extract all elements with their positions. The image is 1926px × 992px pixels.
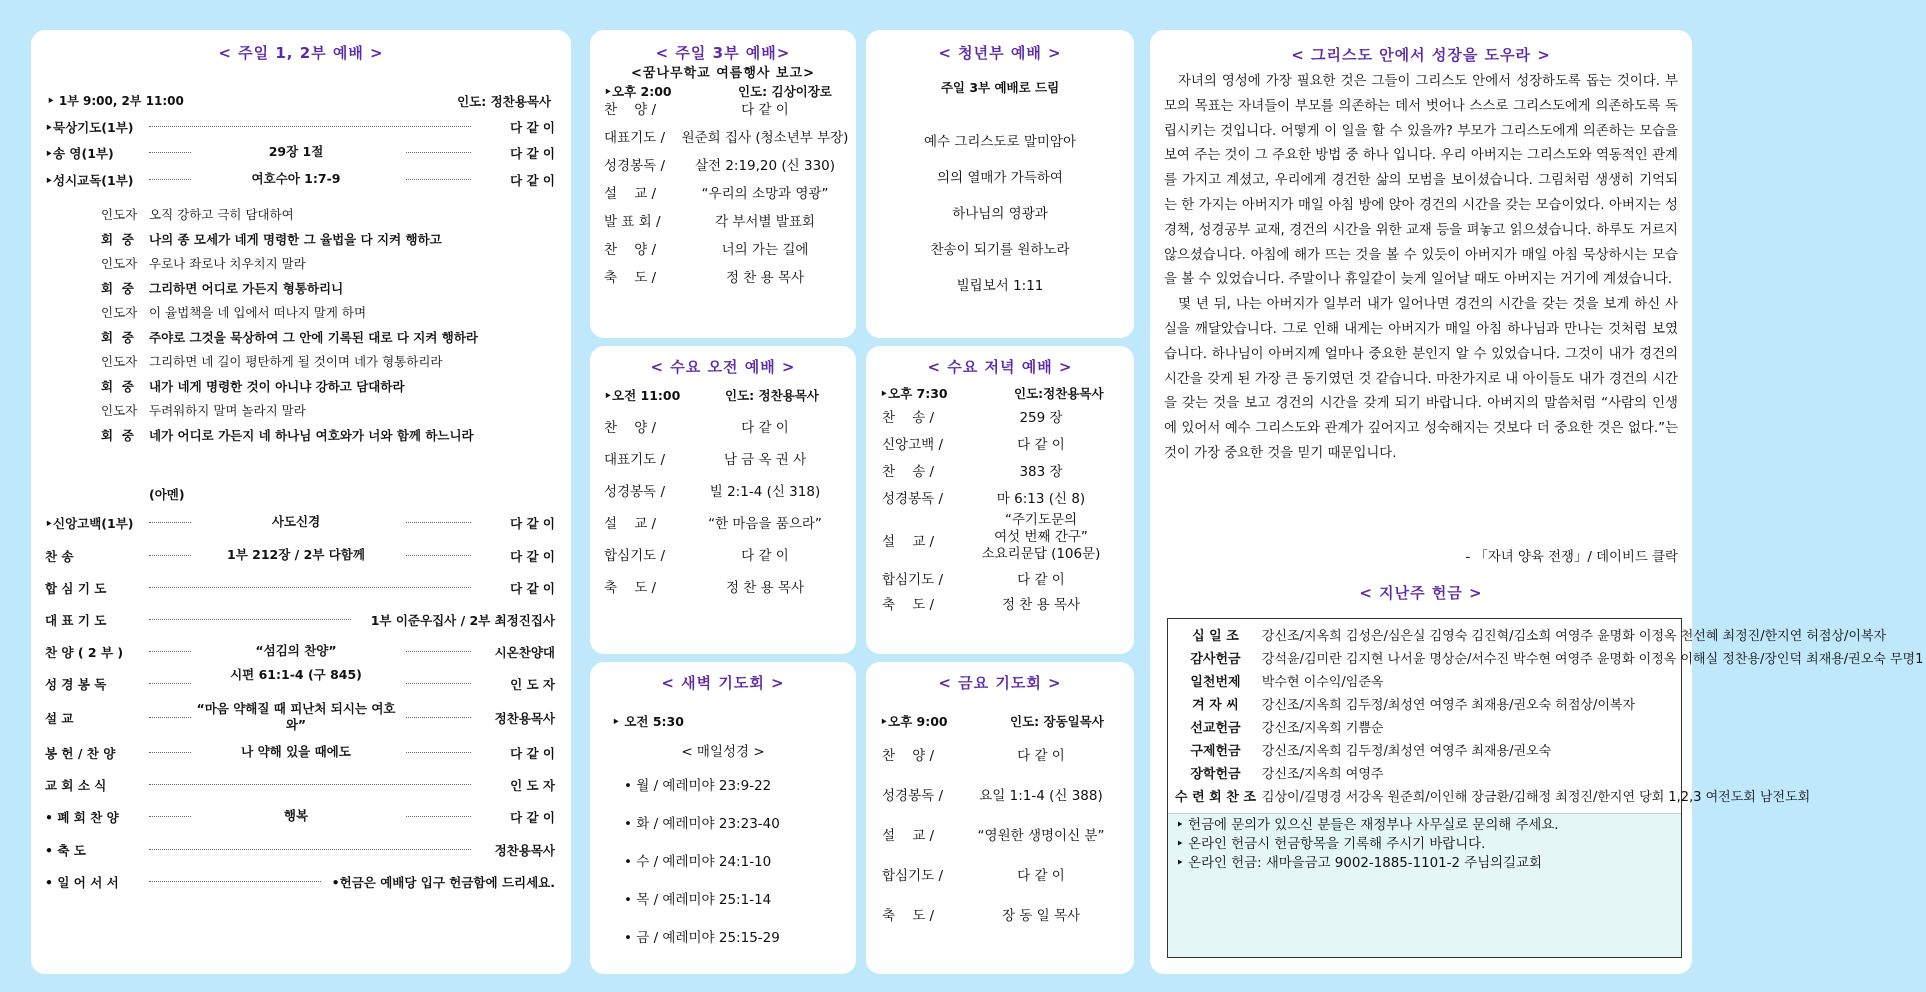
- dotted-leader: [406, 522, 471, 523]
- item-label: 축 도 /: [882, 908, 935, 924]
- item-label: 설 교 /: [604, 516, 657, 532]
- dotted-leader: [149, 881, 321, 882]
- order-row: [31, 873, 571, 893]
- item-value: 요일 1:1-4 (신 388): [979, 788, 1103, 804]
- offering-table: [1172, 625, 1926, 809]
- offering-list-area: [1168, 619, 1924, 814]
- dotted-leader: [406, 179, 471, 180]
- order-row: [31, 144, 571, 164]
- dotted-leader: [406, 752, 471, 753]
- article-paragraph-1: 자녀의 영성에 가장 필요한 것은 그들이 그리스도 안에서 성장하도록 돕는 것이다. 부모의 목표는 자녀들이 부모를 의존하는 데서 벗어나 스스로 그리스도에게 의존하도록 독립시키는 것입니다. 어떻게 이 일을 할 수 있을까? 부모가 그리스도에게 의존하는 모습을 보여 주는 것이 그 주요한 방법 중 하나 입니다. 우리 아버지는 그리스도와 역동적인 관계를 가지고 계셨고, 우리에게 경건한 삶의 모범을 보이셨습니다. 그림처럼 생생히 기억되는 한 가지는 아버지가 매일 아침 방에 앉아 경건의 시간을 갖는 모습이었다. 아버지는 성경책, 성경공부 교재, 경건의 시간을 위한 교재 등을 펴놓고 읽으셨습니다. 하루도 거르지 않으셨습니다. 아침에 해가 뜨는 것을 볼 수 있듯이 아버지가 매일 아침 묵상하시는 모습을 볼 수 있었습니다. 주말이나 휴일같이 늦게 일어날 때도 아버지는 거기에 계셨습니다.: [1164, 74, 1678, 288]
- dotted-leader: [406, 555, 471, 556]
- offering-category: 일천번제: [1190, 675, 1241, 690]
- verse-line: 하나님의 영광과: [952, 206, 1048, 222]
- order-performer: 인 도 자: [510, 677, 555, 692]
- dotted-leader: [149, 179, 191, 180]
- offering-category: 수 련 회 찬 조: [1175, 790, 1256, 805]
- order-performer: 정찬용목사: [494, 711, 555, 726]
- item-value: 다 같 이: [1017, 437, 1065, 453]
- order-content: 나 약해 있을 때에도: [241, 744, 351, 759]
- reading-role: 회 중: [101, 378, 134, 394]
- service-leader: 인도: 장동일목사: [1010, 714, 1104, 729]
- order-performer: 다 같 이: [510, 146, 555, 161]
- item-label: 신앙고백 /: [882, 437, 944, 453]
- order-label: 합 심 기 도: [45, 581, 107, 596]
- order-performer: 1부 이준우집사 / 2부 최정진집사: [370, 613, 555, 628]
- reading-text: 두려워하지 말며 놀라지 말라: [149, 403, 306, 418]
- order-content: “마음 약해질 때 피난처 되시는 여호와”: [196, 701, 396, 732]
- order-row: [31, 118, 571, 138]
- item-label: 축 도 /: [882, 597, 935, 613]
- item-label: 대표기도 /: [604, 452, 666, 468]
- dotted-leader: [149, 555, 191, 556]
- order-performer: 다 같 이: [510, 810, 555, 825]
- item-value: 남 금 옥 권 사: [723, 452, 807, 468]
- order-label: 찬 양 ( 2 부 ): [45, 645, 124, 660]
- order-label: 설 교: [45, 711, 74, 726]
- offering-row: [1172, 694, 1926, 717]
- order-content: 시편 61:1-4 (구 845): [230, 667, 362, 682]
- offering-names: 강석윤/김미란 김지현 나서윤 명상순/서수진 박수현 여영주 윤명화 이정옥 이해실 정찬용/장인덕 최재용/권오숙 무명1: [1261, 652, 1924, 667]
- offering-note: ‣ 온라인 헌금시 헌금항목을 기록해 주시기 바랍니다.: [1176, 837, 1486, 852]
- order-row: [31, 643, 571, 663]
- offering-category: 겨 자 씨: [1192, 698, 1239, 713]
- item-label: 대표기도 /: [604, 130, 666, 146]
- panel-wednesday-morning: [590, 346, 856, 654]
- service-time: ‣ 오전 5:30: [612, 714, 684, 729]
- reading-text: 주야로 그것을 묵상하여 그 안에 기록된 대로 다 지켜 행하라: [149, 329, 478, 345]
- item-value: 장 동 일 목사: [1001, 908, 1081, 924]
- offering-category: 선교헌금: [1190, 721, 1241, 736]
- service-leader: 인도: 정찬용목사: [725, 388, 819, 403]
- order-row: [31, 808, 571, 828]
- order-label: ‣묵상기도(1부): [45, 120, 134, 135]
- order-performer: 다 같 이: [510, 173, 555, 188]
- article-body: [1164, 70, 1678, 467]
- verse-line: 예수 그리스도로 말미암아: [923, 134, 1077, 150]
- verse-line: 의의 열매가 가득하여: [937, 170, 1063, 186]
- item-value: 다 같 이: [1017, 572, 1065, 588]
- bible-plan-label: < 매일성경 >: [681, 744, 765, 760]
- dotted-leader: [149, 152, 191, 153]
- order-label: 성 경 봉 독: [45, 677, 107, 692]
- dotted-leader: [406, 816, 471, 817]
- item-value: 너의 가는 길에: [721, 242, 809, 258]
- dotted-leader: [406, 717, 471, 718]
- offering-category: 십 일 조: [1192, 629, 1239, 644]
- offering-row: [1172, 671, 1926, 694]
- item-value: 마 6:13 (신 8): [996, 491, 1086, 507]
- offering-row: [1172, 717, 1926, 740]
- order-row: [31, 611, 571, 631]
- offering-row: [1172, 625, 1926, 648]
- dotted-leader: [149, 587, 471, 588]
- day-item: • 목 / 예레미야 25:1-14: [624, 892, 772, 908]
- service-time: ‣ 1부 9:00, 2부 11:00: [47, 94, 184, 108]
- panel-title: < 새벽 기도회 >: [661, 674, 785, 692]
- reading-role: 인도자: [101, 305, 138, 320]
- reading-text: 네가 어디로 가든지 네 하나님 여호와가 너와 함께 하느니라: [149, 427, 474, 443]
- item-value: “한 마음을 품으라”: [708, 516, 822, 532]
- dotted-leader: [149, 683, 191, 684]
- item-value: 빌 2:1-4 (신 318): [709, 484, 821, 500]
- order-label: ‣신앙고백(1부): [45, 516, 134, 531]
- article-source: - 「자녀 양육 전쟁」/ 데이비드 클락: [1465, 550, 1678, 565]
- order-row: [31, 514, 571, 534]
- item-label: 합심기도 /: [882, 868, 944, 884]
- item-label: 성경봉독 /: [882, 491, 944, 507]
- reading-role: 인도자: [101, 207, 138, 222]
- item-label: 찬 양 /: [604, 102, 657, 118]
- order-row: [31, 171, 571, 191]
- order-label: • 폐 회 찬 양: [45, 810, 119, 825]
- sermon-line: “주기도문의: [1004, 512, 1078, 528]
- day-item: • 화 / 예레미야 23:23-40: [624, 816, 780, 832]
- offering-box: [1167, 618, 1924, 958]
- order-content: 행복: [283, 808, 309, 823]
- reading-role: 인도자: [101, 256, 138, 271]
- reading-text: 그리하면 네 길이 평탄하게 될 것이며 네가 형통하리라: [149, 354, 443, 369]
- order-label: 찬 송: [45, 549, 74, 564]
- reading-text: 우로나 좌로나 치우치지 말라: [149, 256, 306, 271]
- offering-row: [1172, 740, 1926, 763]
- dotted-leader: [406, 683, 471, 684]
- item-value: 다 같 이: [1017, 748, 1065, 764]
- order-performer: 다 같 이: [510, 120, 555, 135]
- order-content: 사도신경: [271, 514, 321, 529]
- offering-names: 강신조/지옥희 김두정/최성연 여영주 최재용/권오숙 허점상/이복자: [1261, 698, 1636, 713]
- order-label: • 축 도: [45, 843, 86, 858]
- article-title: < 그리스도 안에서 성장을 도우라 >: [1291, 46, 1551, 64]
- dotted-leader: [149, 784, 471, 785]
- reading-text: 나의 종 모세가 네게 명령한 그 율법을 다 지켜 행하고: [149, 231, 442, 247]
- item-label: 성경봉독 /: [882, 788, 944, 804]
- item-label: 찬 양 /: [604, 242, 657, 258]
- order-performer: 다 같 이: [510, 549, 555, 564]
- order-label: 봉 헌 / 찬 양: [45, 746, 116, 761]
- offering-title: < 지난주 헌금 >: [1359, 584, 1483, 602]
- item-label: 설 교 /: [882, 828, 935, 844]
- item-value: 정 찬 용 목사: [1001, 597, 1081, 613]
- item-value: 다 같 이: [741, 102, 789, 118]
- item-label: 축 도 /: [604, 580, 657, 596]
- offering-category: 장학헌금: [1190, 767, 1241, 782]
- sermon-line: 여섯 번째 간구”: [994, 529, 1088, 545]
- offering-names: 강신조/지옥희 김성은/심은실 김영숙 김진혁/김소희 여영주 윤명화 이정옥 천선혜 최정진/한지연 허점상/이복자: [1261, 629, 1887, 644]
- offering-note: ‣ 헌금에 문의가 있으신 분들은 재정부나 사무실로 문의해 주세요.: [1176, 818, 1559, 833]
- item-label: 찬 양 /: [882, 748, 935, 764]
- offering-notes: [1168, 814, 1681, 875]
- offering-names: 박수현 이수익/임준옥: [1261, 675, 1384, 690]
- item-label: 찬 송 /: [882, 410, 935, 426]
- panel-title: < 수요 오전 예배 >: [650, 358, 796, 376]
- item-value: 각 부서별 발표회: [715, 214, 815, 230]
- item-label: 찬 양 /: [604, 420, 657, 436]
- service-leader: 인도: 정찬용목사: [457, 94, 551, 109]
- offering-names: 김상이/길명경 서강옥 원준희/이인해 장금환/김해정 최정진/한지연 당회 1,2,3 여전도회 남전도회: [1261, 790, 1811, 805]
- reading-text: 이 율법책을 네 입에서 떠나지 말게 하며: [149, 305, 367, 320]
- reading-role: 회 중: [101, 280, 134, 296]
- dotted-leader: [149, 126, 471, 127]
- item-value: “영원한 생명이신 분”: [977, 828, 1105, 844]
- service-time: ‣오후 2:00: [604, 84, 672, 99]
- reading-role: 회 중: [101, 231, 134, 247]
- offering-names: 강신조/지옥희 김두정/최성연 여영주 최재용/권오숙: [1261, 744, 1552, 759]
- order-label: • 일 어 서 서: [45, 875, 119, 890]
- order-content: 여호수아 1:7-9: [251, 171, 341, 186]
- order-performer: 정찬용목사: [494, 843, 555, 858]
- reading-role: 인도자: [101, 403, 138, 418]
- item-value: 383 장: [1019, 464, 1063, 480]
- panel-title: < 금요 기도회 >: [938, 674, 1062, 692]
- panel-dawn-prayer: [590, 662, 856, 974]
- verse-line: 찬송이 되기를 원하노라: [930, 242, 1070, 258]
- day-item: • 월 / 예레미야 23:9-22: [624, 778, 772, 794]
- panel-wednesday-evening: [866, 346, 1134, 654]
- dotted-leader: [149, 752, 191, 753]
- order-performer: •헌금은 예배당 입구 헌금함에 드리세요.: [331, 875, 555, 890]
- item-value: 259 장: [1019, 410, 1063, 426]
- order-row: [31, 547, 571, 567]
- amen-text: (아멘): [149, 487, 185, 502]
- dotted-leader: [149, 717, 191, 718]
- reading-role: 회 중: [101, 427, 134, 443]
- item-value: 다 같 이: [741, 420, 789, 436]
- offering-category: 감사헌금: [1190, 652, 1241, 667]
- dotted-leader: [406, 651, 471, 652]
- article-paragraph-2: 몇 년 뒤, 나는 아버지가 일부러 내가 일어나면 경건의 시간을 갖는 것을 보게 하신 사실을 깨달았습니다. 그로 인해 내게는 아버지가 매일 아침 하나님과 만나는 것처럼 보였습니다. 하나님이 아버지께 얼마나 중요한 분인지 알 수 있었습니다. 그것이 내가 경건의 시간을 갖게 된 가장 큰 동기였던 것 같습니다. 마찬가지로 내 아이들도 내가 경건의 시간을 갖는 것을 보고 경건의 시간을 갖게 되기 바랍니다. 아버지의 말씀처럼 “사람의 인생에 있어서 예수 그리스도와 관계가 깊어지고 성숙해지는 것보다 더 중요한 것은 없다.”는 것이 가장 중요한 것을 믿기 때문입니다.: [1164, 297, 1678, 461]
- order-performer: 다 같 이: [510, 581, 555, 596]
- panel-youth-service: [866, 30, 1134, 338]
- day-item: • 수 / 예레미야 24:1-10: [624, 854, 772, 870]
- order-label: 대 표 기 도: [45, 613, 107, 628]
- service-leader: 인도:정찬용목사: [1014, 386, 1104, 401]
- reading-role: 인도자: [101, 354, 138, 369]
- order-performer: 인 도 자: [510, 778, 555, 793]
- dotted-leader: [406, 152, 471, 153]
- order-content: “섬김의 찬양”: [255, 643, 337, 658]
- dotted-leader: [149, 651, 191, 652]
- panel-sunday-service: [31, 30, 571, 974]
- dotted-leader: [149, 619, 351, 620]
- item-label: 합심기도 /: [882, 572, 944, 588]
- order-row: [31, 701, 571, 732]
- panel-friday-prayer: [866, 662, 1134, 974]
- order-row: [31, 667, 571, 695]
- item-value: “우리의 소망과 영광”: [701, 186, 829, 202]
- order-performer: 다 같 이: [510, 746, 555, 761]
- service-leader: 인도: 김상이장로: [738, 84, 832, 99]
- item-value: 원준희 집사 (청소년부 부장): [681, 130, 849, 146]
- reading-text: 그리하면 어디로 가든지 형통하리니: [149, 280, 344, 296]
- item-label: 성경봉독 /: [604, 158, 666, 174]
- item-label: 찬 송 /: [882, 464, 935, 480]
- reading-text: 내가 네게 명령한 것이 아니냐 강하고 담대하라: [149, 378, 405, 394]
- reading-role: 회 중: [101, 329, 134, 345]
- item-label: 성경봉독 /: [604, 484, 666, 500]
- item-label: 설 교 /: [882, 534, 935, 550]
- dotted-leader: [149, 522, 191, 523]
- item-value: 다 같 이: [1017, 868, 1065, 884]
- panel-article: [1150, 30, 1924, 974]
- item-value: 다 같 이: [741, 548, 789, 564]
- offering-row: [1172, 763, 1926, 786]
- item-label: 합심기도 /: [604, 548, 666, 564]
- item-value: 정 찬 용 목사: [725, 270, 805, 286]
- service-time: ‣오후 9:00: [880, 714, 948, 729]
- verse-line: 빌립보서 1:11: [956, 278, 1044, 294]
- offering-names: 강신조/지옥희 기쁨순: [1261, 721, 1384, 736]
- dotted-leader: [149, 816, 191, 817]
- item-label: 축 도 /: [604, 270, 657, 286]
- order-content: 1부 212장 / 2부 다함께: [227, 547, 365, 562]
- item-value: 정 찬 용 목사: [725, 580, 805, 596]
- offering-row: [1172, 648, 1926, 671]
- reading-text: 오직 강하고 극히 담대하여: [149, 207, 294, 222]
- sermon-line: 소요리문답 (106문): [981, 546, 1101, 562]
- service-time: ‣오전 11:00: [604, 388, 681, 403]
- order-row: [31, 579, 571, 599]
- panel-title: < 주일 1, 2부 예배 >: [218, 44, 384, 62]
- item-value: 살전 2:19,20 (신 330): [694, 158, 836, 174]
- dotted-leader: [149, 849, 471, 850]
- order-row: [31, 776, 571, 796]
- offering-note: ‣ 온라인 헌금: 새마을금고 9002-1885-1101-2 주님의길교회: [1176, 856, 1542, 871]
- panel-title: < 청년부 예배 >: [938, 44, 1062, 62]
- order-performer: 시온찬양대: [494, 645, 555, 660]
- order-row: [31, 744, 571, 764]
- offering-row: [1172, 786, 1926, 809]
- panel-sunday-third-service: [590, 30, 856, 338]
- panel-subtitle: <꿈나무학교 여름행사 보고>: [631, 66, 815, 81]
- order-label: ‣성시교독(1부): [45, 173, 134, 188]
- offering-names: 강신조/지옥희 여영주: [1261, 767, 1384, 782]
- item-label: 설 교 /: [604, 186, 657, 202]
- service-note: 주일 3부 예배로 드림: [940, 80, 1060, 95]
- item-label: 발 표 회 /: [604, 214, 661, 230]
- panel-title: < 수요 저녁 예배 >: [927, 358, 1073, 376]
- offering-category: 구제헌금: [1190, 744, 1241, 759]
- day-item: • 금 / 예레미야 25:15-29: [624, 930, 780, 946]
- order-performer: 다 같 이: [510, 516, 555, 531]
- panel-title: < 주일 3부 예배>: [655, 44, 791, 62]
- service-time: ‣오후 7:30: [880, 386, 948, 401]
- order-row: [31, 841, 571, 861]
- order-content: 29장 1절: [268, 144, 324, 159]
- order-label: 교 회 소 식: [45, 778, 107, 793]
- order-label: ‣송 영(1부): [45, 146, 114, 161]
